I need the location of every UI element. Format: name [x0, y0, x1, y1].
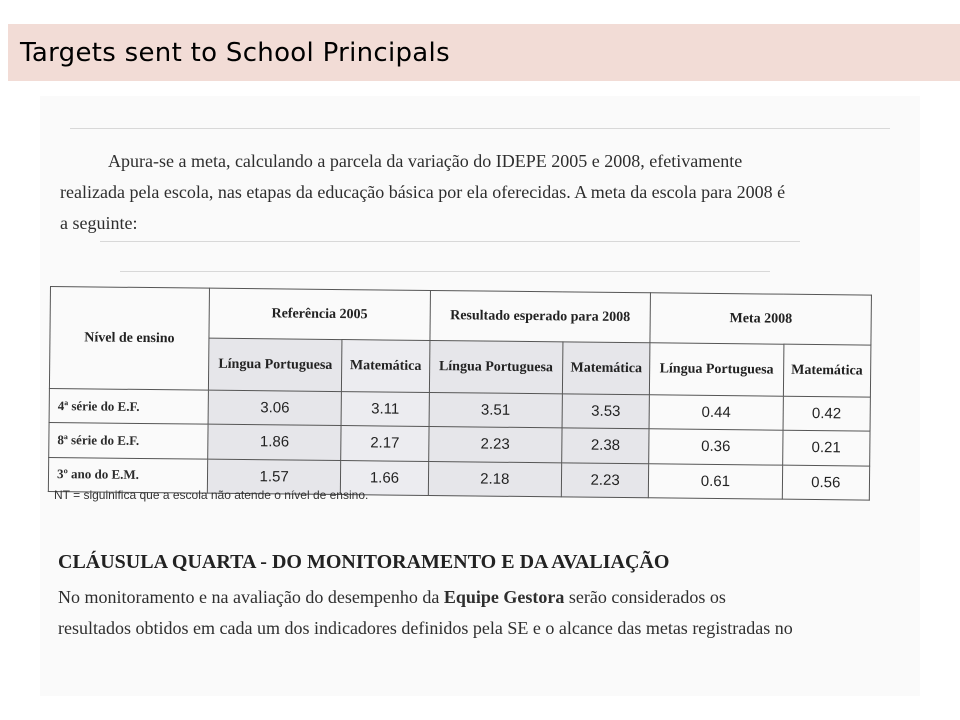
table-cell: 0.44	[649, 395, 783, 431]
subheader-math: Matemática	[562, 342, 650, 395]
table-cell: 2.23	[428, 427, 562, 463]
table-cell: 2.23	[561, 463, 649, 498]
row-label: 4ª série do E.F.	[49, 388, 208, 424]
table-cell: 0.42	[783, 396, 871, 431]
table-cell: 2.17	[341, 426, 429, 461]
subheader-math: Matemática	[342, 340, 430, 393]
scan-artifact	[70, 128, 890, 129]
group-header-expected-2008: Resultado esperado para 2008	[430, 290, 651, 342]
paragraph-line: resultados obtidos em cada um dos indicadores definidos pela SE e o alcance das metas registradas no	[58, 618, 793, 638]
row-label: 3º ano do E.M.	[48, 457, 207, 493]
table-cell: 1.66	[341, 460, 429, 495]
row-label: 8ª série do E.F.	[49, 423, 208, 459]
slide-title-bar	[8, 24, 960, 81]
table-cell: 3.06	[208, 390, 342, 426]
paragraph-text: serão considerados os	[568, 587, 726, 607]
group-header-target-2008: Meta 2008	[650, 293, 871, 345]
slide-title: Targets sent to School Principals	[20, 37, 450, 68]
scanned-document	[40, 96, 920, 696]
subheader-portuguese: Língua Portuguesa	[650, 343, 784, 396]
paragraph-line	[58, 582, 918, 613]
paragraph-line: realizada pela escola, nas etapas da educação básica por ela oferecidas. A meta da escola para 2008 é	[60, 182, 786, 202]
clause-heading: CLÁUSULA QUARTA - DO MONITORAMENTO E DA AVALIAÇÃO	[58, 551, 670, 573]
table-cell: 1.57	[207, 459, 341, 495]
table-cell: 3.53	[562, 394, 650, 429]
table-cell: 0.61	[649, 463, 783, 499]
group-header-reference-2005: Referência 2005	[209, 288, 430, 340]
paragraph-monitoring	[58, 582, 918, 644]
table-cell: 3.51	[429, 392, 563, 428]
subheader-math: Matemática	[783, 344, 871, 397]
paragraph-line: Apura-se a meta, calculando a parcela da variação do IDEPE 2005 e 2008, efetivamente	[108, 151, 743, 171]
table-footnote: NT = siguinifica que a escola não atende o nível de ensino.	[54, 488, 369, 502]
table-cell: 0.21	[782, 431, 870, 466]
paragraph-bold-text: Equipe Gestora	[443, 587, 565, 607]
table-cell: 2.38	[562, 428, 650, 463]
subheader-portuguese: Língua Portuguesa	[208, 338, 342, 391]
subheader-portuguese: Língua Portuguesa	[429, 340, 563, 393]
table-cell: 0.56	[782, 465, 870, 500]
table-cell: 1.86	[208, 424, 342, 460]
targets-table	[48, 286, 872, 501]
table-cell: 3.11	[341, 392, 429, 427]
paragraph-text: No monitoramento e na avaliação do desempenho da	[58, 587, 440, 607]
paragraph-meta-intro	[60, 146, 920, 239]
paragraph-line: a seguinte:	[60, 213, 138, 233]
table-cell: 0.36	[649, 429, 783, 465]
row-header-label: Nível de ensino	[49, 287, 209, 391]
scan-artifact	[120, 271, 770, 272]
scan-artifact	[100, 241, 800, 242]
table-cell: 2.18	[428, 461, 562, 497]
